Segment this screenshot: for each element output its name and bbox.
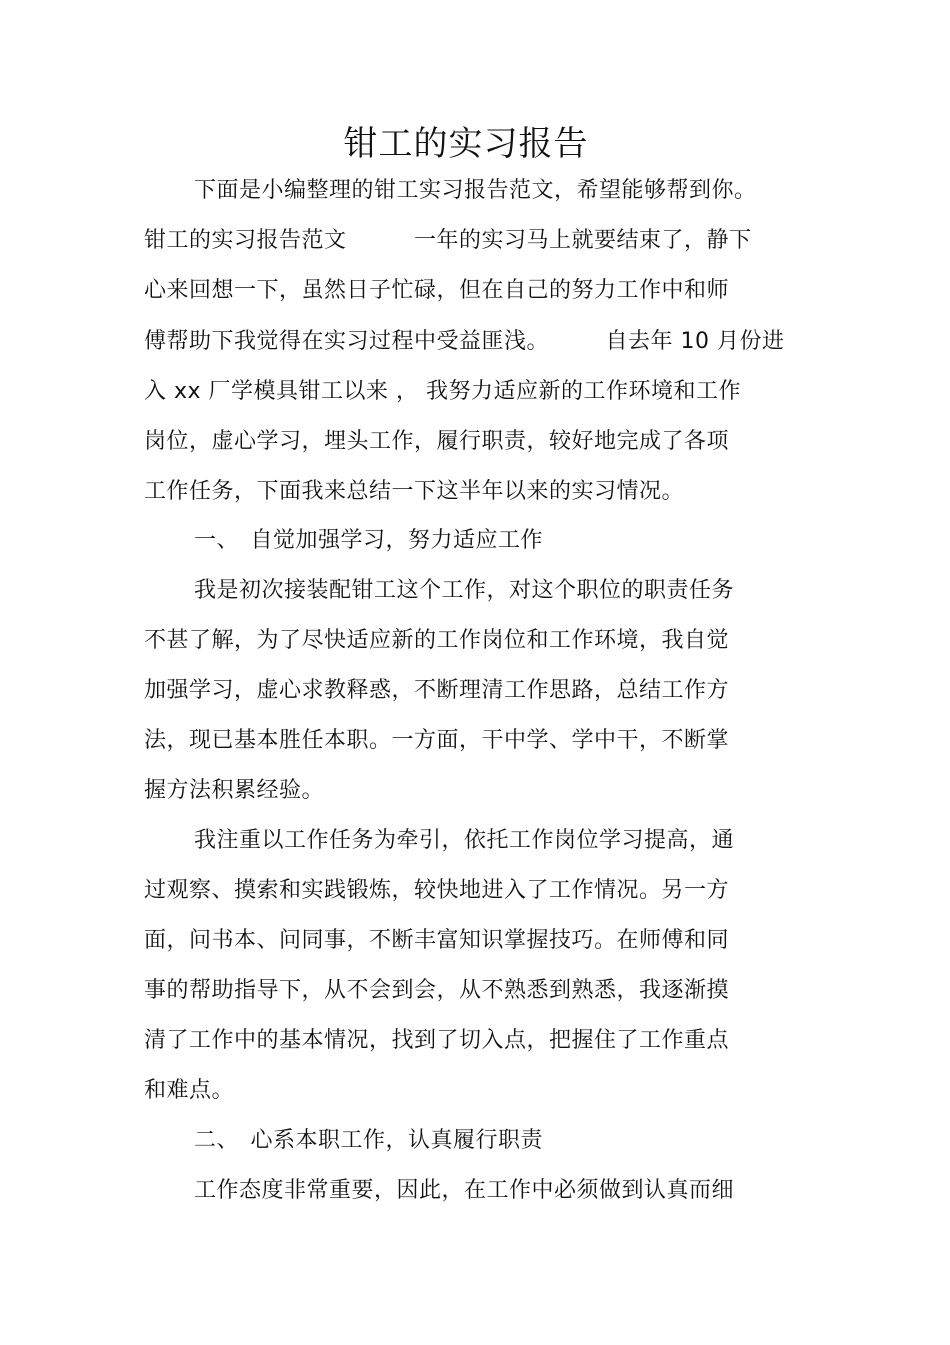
text-line: 心来回想一下，虽然日子忙碌，但在自己的努力工作中和师: [144, 278, 730, 303]
text-line: 握方法积累经验。: [144, 778, 325, 803]
document-title: 钳工的实习报告: [343, 124, 589, 164]
text-line: 不甚了解，为了尽快适应新的工作岗位和工作环境，我自觉: [144, 628, 730, 653]
text-line: 工作态度非常重要，因此，在工作中必须做到认真而细: [194, 1178, 735, 1203]
text-line: 傅帮助下我觉得在实习过程中受益匪浅。 自去年 10 月份进: [144, 329, 785, 354]
text-line: 我注重以工作任务为牵引，依托工作岗位学习提高，通: [194, 828, 735, 853]
text-line: 面，问书本、问同事，不断丰富知识掌握技巧。在师傅和同: [144, 928, 730, 953]
text-line: 事的帮助指导下，从不会到会，从不熟悉到熟悉，我逐渐摸: [144, 978, 730, 1003]
text-line: 法，现已基本胜任本职。一方面，干中学、学中干，不断掌: [144, 728, 730, 753]
text-line: 下面是小编整理的钳工实习报告范文，希望能够帮到你。: [194, 178, 757, 203]
text-line: 加强学习，虚心求教释惑，不断理清工作思路，总结工作方: [144, 678, 730, 703]
text-line: 岗位，虚心学习，埋头工作，履行职责，较好地完成了各项: [144, 429, 730, 454]
text-line: 过观察、摸索和实践锻炼，较快地进入了工作情况。另一方: [144, 878, 730, 903]
text-line: 清了工作中的基本情况，找到了切入点，把握住了工作重点: [144, 1028, 730, 1053]
section-heading: 二、 心系本职工作，认真履行职责: [194, 1128, 544, 1153]
text-line: 和难点。: [144, 1078, 235, 1103]
section-heading: 一、 自觉加强学习，努力适应工作: [194, 528, 544, 553]
text-line: 入 xx 厂学模具钳工以来 ， 我努力适应新的工作环境和工作: [144, 379, 742, 404]
text-line: 钳工的实习报告范文 一年的实习马上就要结束了，静下: [144, 228, 752, 253]
text-line: 工作任务，下面我来总结一下这半年以来的实习情况。: [144, 479, 685, 504]
text-line: 我是初次接装配钳工这个工作，对这个职位的职责任务: [194, 578, 735, 603]
